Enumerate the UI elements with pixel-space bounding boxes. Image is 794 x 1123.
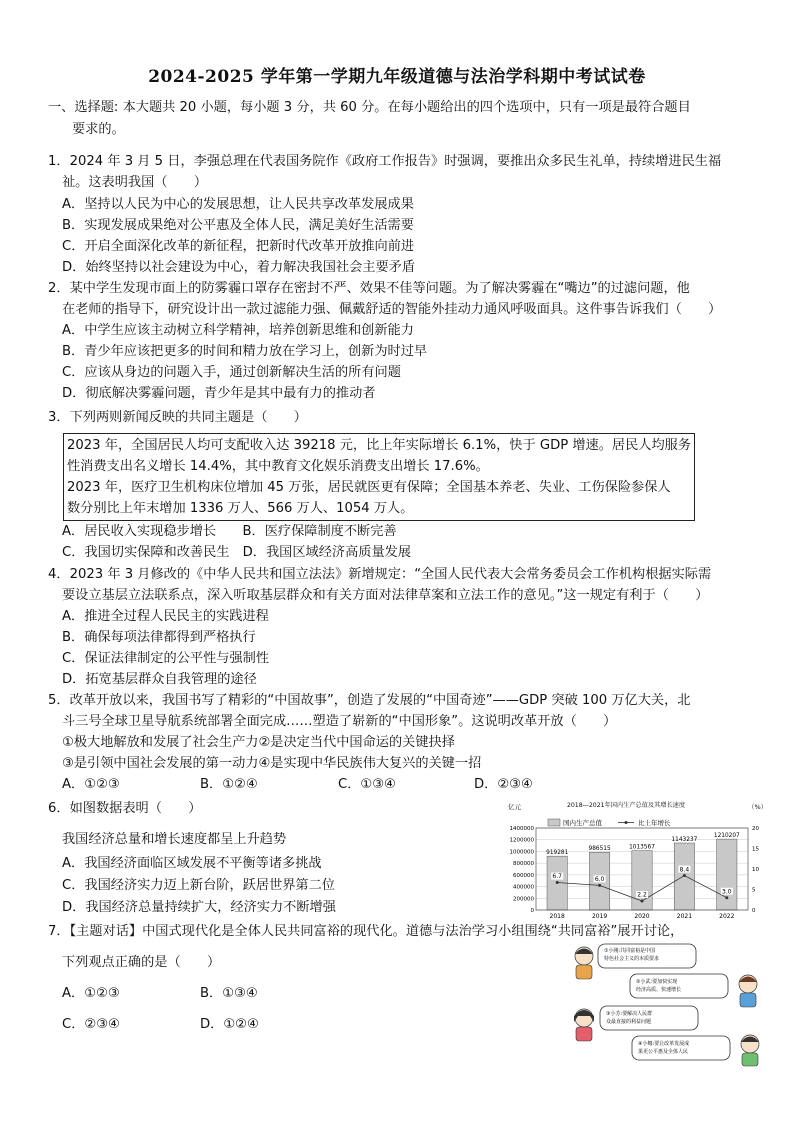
gdp-value-label: 1143237 — [671, 837, 698, 844]
q6-stem: 6．如图数据表明（ ） — [48, 801, 202, 816]
q4-stem-cont: 要设立基层立法联系点，深入听取基层群众和有关方面对法律草案和立法工作的意见。”这一规定有利于（ ） — [62, 588, 709, 603]
left-tick-label: 0 — [530, 908, 534, 914]
legend-gdp: 国内生产总值 — [563, 819, 602, 827]
right-tick-label: 10 — [752, 867, 759, 873]
q3-stem: 3．下列两则新闻反映的共同主题是（ ） — [48, 410, 307, 425]
gdp-value-label: 986515 — [588, 846, 611, 853]
q2-stem: 2．某中学生发现市面上的防雾霾口罩存在密封不严、效果不佳等问题。为了解决雾霾在“嘴边”的过滤问题，他 — [48, 281, 690, 296]
q2-option-b[interactable]: B．青少年应该把更多的时间和精力放在学习上，创新为时过早 — [62, 344, 428, 359]
news-line-3: 2023 年，医疗卫生机构床位增加 45 万张，居民就医更有保障；全国基本养老、失业、工伤保险参保人 — [67, 480, 671, 495]
q7-option-c[interactable]: C．②③④ — [62, 1017, 120, 1032]
right-unit: （%） — [748, 803, 768, 811]
growth-value-label: 6.0 — [594, 876, 605, 884]
bubble-text-line-2: 众最直接的利益问题 — [606, 1019, 652, 1025]
q6-option-c[interactable]: C．我国经济实力迈上新台阶，跃居世界第二位 — [62, 878, 335, 893]
x-tick-label: 2021 — [676, 913, 693, 920]
q4-option-d[interactable]: D．拓宽基层群众自我管理的途径 — [62, 672, 257, 687]
q2-stem-cont: 在老师的指导下，研究设计出一款过滤能力强、佩戴舒适的智能外挂动力通风呼吸面具。这件事告诉我们（ ） — [62, 302, 722, 317]
speech-bubble-2 — [630, 974, 728, 998]
growth-point — [725, 896, 728, 899]
right-tick-label: 15 — [752, 846, 759, 853]
left-tick-label: 1400000 — [509, 826, 534, 832]
section-instructions: 一、选择题: 本大题共 20 小题，每小题 3 分，共 60 分。在每小题给出的四个选项中，只有一项是最符合题目 — [48, 100, 691, 115]
x-tick-label: 2019 — [591, 913, 608, 920]
left-unit: 亿元 — [508, 803, 521, 811]
bubble-2-text: ②小武:要加快实现经济高质、快速增长 — [636, 979, 682, 993]
q1-stem: 1．2024 年 3 月 5 日，李强总理在代表国务院作《政府工作报告》时强调，要推出众多民生礼单，持续增进民生福 — [48, 154, 722, 169]
q2-option-d[interactable]: D．彻底解决雾霾问题，青少年是其中最有力的推动者 — [62, 386, 376, 401]
legend-bar-swatch — [548, 819, 560, 826]
q3-options-cd[interactable]: C．我国切实保障和改善民生 D．我国区域经济高质量发展 — [62, 545, 412, 560]
right-tick-label: 0 — [752, 908, 756, 914]
left-tick-label: 600000 — [513, 872, 534, 879]
student-4-figure — [741, 1035, 759, 1066]
bubble-text-line-2: 特色社会主义的本质要求 — [604, 956, 660, 962]
gdp-value-label: 1013567 — [629, 844, 655, 851]
q1-option-c[interactable]: C．开启全面深化改革的新征程，把新时代改革开放推向前进 — [62, 239, 415, 254]
bubble-4-text: ④小娜:要让改革发展成果更公平惠及全体人民 — [638, 1041, 690, 1055]
q6-intro: 我国经济总量和增长速度都呈上升趋势 — [62, 832, 287, 847]
news-line-2: 性消费支出名义增长 14.4%，其中教育文化娱乐消费支出增长 17.6%。 — [67, 459, 489, 474]
q5-option-d[interactable]: D．②③④ — [474, 777, 533, 792]
left-tick-label: 800000 — [513, 861, 534, 868]
news-line-4: 数分别比上年末增加 1336 万人、566 万人、1054 万人。 — [67, 501, 414, 516]
growth-value-label: 2.2 — [637, 891, 647, 899]
chart-legend — [548, 818, 671, 827]
q1-option-a[interactable]: A．坚持以人民为中心的发展思想，让人民共享改革发展成果 — [62, 197, 414, 212]
growth-point — [683, 874, 686, 877]
q1-option-b[interactable]: B．实现发展成果绝对公平惠及全体人民，满足美好生活需要 — [62, 218, 414, 233]
bubble-1-text: ①小刚:共同富裕是中国特色社会主义的本质要求 — [604, 948, 660, 962]
q5-stem: 5．改革开放以来，我国书写了精彩的“中国故事”，创造了发展的“中国奇迹”——GDP 突破 100 万亿大关，北 — [48, 693, 691, 708]
gdp-chart — [486, 798, 776, 928]
gdp-value-label: 919281 — [546, 850, 569, 857]
q5-option-c[interactable]: C．①③④ — [338, 777, 396, 792]
discussion-illustration — [570, 942, 770, 1067]
left-tick-label: 1200000 — [509, 837, 534, 844]
q7-option-b[interactable]: B．①③④ — [200, 986, 258, 1001]
chart-title: 2018—2021年国内生产总值及其增长速度 — [566, 802, 686, 809]
q1-option-d[interactable]: D．始终坚持以社会建设为中心，着力解决我国社会主要矛盾 — [62, 260, 416, 275]
speech-bubble-4 — [632, 1036, 730, 1060]
q5-option-b[interactable]: B．①②④ — [200, 777, 258, 792]
legend-growth: 比上年增长 — [638, 819, 671, 827]
student-2-figure — [739, 975, 757, 1007]
left-tick-label: 1000000 — [509, 849, 534, 856]
student-3-figure — [574, 1009, 594, 1041]
growth-value-label: 8.4 — [679, 866, 690, 874]
left-tick-label: 400000 — [513, 884, 534, 891]
q5-option-a[interactable]: A．①②③ — [62, 777, 120, 792]
q4-option-b[interactable]: B．确保每项法律都得到严格执行 — [62, 630, 256, 645]
bubble-text-line-2: 果更公平惠及全体人民 — [638, 1049, 689, 1055]
x-tick-label: 2022 — [719, 913, 735, 920]
gdp-value-label: 1210207 — [713, 833, 740, 840]
q7-option-d[interactable]: D．①②④ — [200, 1017, 259, 1032]
q2-option-a[interactable]: A．中学生应该主动树立科学精神，培养创新思维和创新能力 — [62, 323, 414, 338]
q4-option-c[interactable]: C．保证法律制定的公平性与强制性 — [62, 651, 270, 666]
right-tick-label: 20 — [752, 826, 759, 832]
student-1-figure — [575, 947, 593, 979]
left-tick-label: 200000 — [513, 896, 534, 903]
x-tick-label: 2018 — [549, 913, 565, 920]
growth-value-label: 6.7 — [552, 873, 562, 881]
q4-stem: 4．2023 年 3 月修改的《中华人民共和国立法法》新增规定：“全国人民代表大会常务委员会工作机构根据实际需 — [48, 567, 712, 582]
q7-option-a[interactable]: A．①②③ — [62, 986, 120, 1001]
growth-point — [598, 884, 601, 887]
q6-option-d[interactable]: D．我国经济总量持续扩大，经济实力不断增强 — [62, 900, 336, 915]
q1-stem-cont: 祉。这表明我国（ ） — [62, 175, 208, 190]
q4-option-a[interactable]: A．推进全过程人民民主的实践进程 — [62, 609, 269, 624]
q5-statements-1: ①极大地解放和发展了社会生产力②是决定当代中国命运的关键抉择 — [62, 735, 455, 750]
x-tick-label: 2020 — [634, 913, 650, 920]
q7-stem-cont: 下列观点正确的是（ ） — [62, 955, 221, 970]
news-line-1: 2023 年，全国居民人均可支配收入达 39218 元，比上年实际增长 6.1%，快于 GDP 增速。居民人均服务 — [67, 438, 692, 453]
legend-line-marker — [625, 821, 628, 824]
q2-option-c[interactable]: C．应该从身边的问题入手，通过创新解决生活的所有问题 — [62, 365, 401, 380]
section-instructions-cont: 要求的。 — [72, 122, 125, 137]
bubble-text-line-2: 经济高质、快速增长 — [636, 987, 682, 993]
q7-stem: 7．【主题对话】中国式现代化是全体人民共同富裕的现代化。道德与法治学习小组围绕“共同富裕”展开讨论， — [48, 924, 684, 939]
right-tick-label: 5 — [752, 887, 756, 894]
q5-stem-cont: 斗三号全球卫星导航系统部署全面完成……塑造了崭新的“中国形象”。这说明改革开放（ ） — [62, 714, 617, 729]
q6-option-a[interactable]: A．我国经济面临区域发展不平衡等诸多挑战 — [62, 856, 322, 871]
q5-statements-2: ③是引领中国社会发展的第一动力④是实现中华民族伟大复兴的关键一招 — [62, 756, 482, 771]
growth-value-label: 3.0 — [722, 888, 732, 896]
growth-point — [556, 881, 559, 884]
speech-bubble-3 — [600, 1006, 698, 1030]
bubble-3-text: ③小芳:要解决人民群众最直接的利益问题 — [606, 1011, 653, 1025]
growth-point — [641, 899, 644, 902]
q3-options-ab[interactable]: A．居民收入实现稳步增长 B．医疗保障制度不断完善 — [62, 524, 397, 539]
gdp-bar — [717, 839, 737, 910]
page-title: 2024-2025 学年第一学期九年级道德与法治学科期中考试试卷 — [148, 67, 646, 87]
